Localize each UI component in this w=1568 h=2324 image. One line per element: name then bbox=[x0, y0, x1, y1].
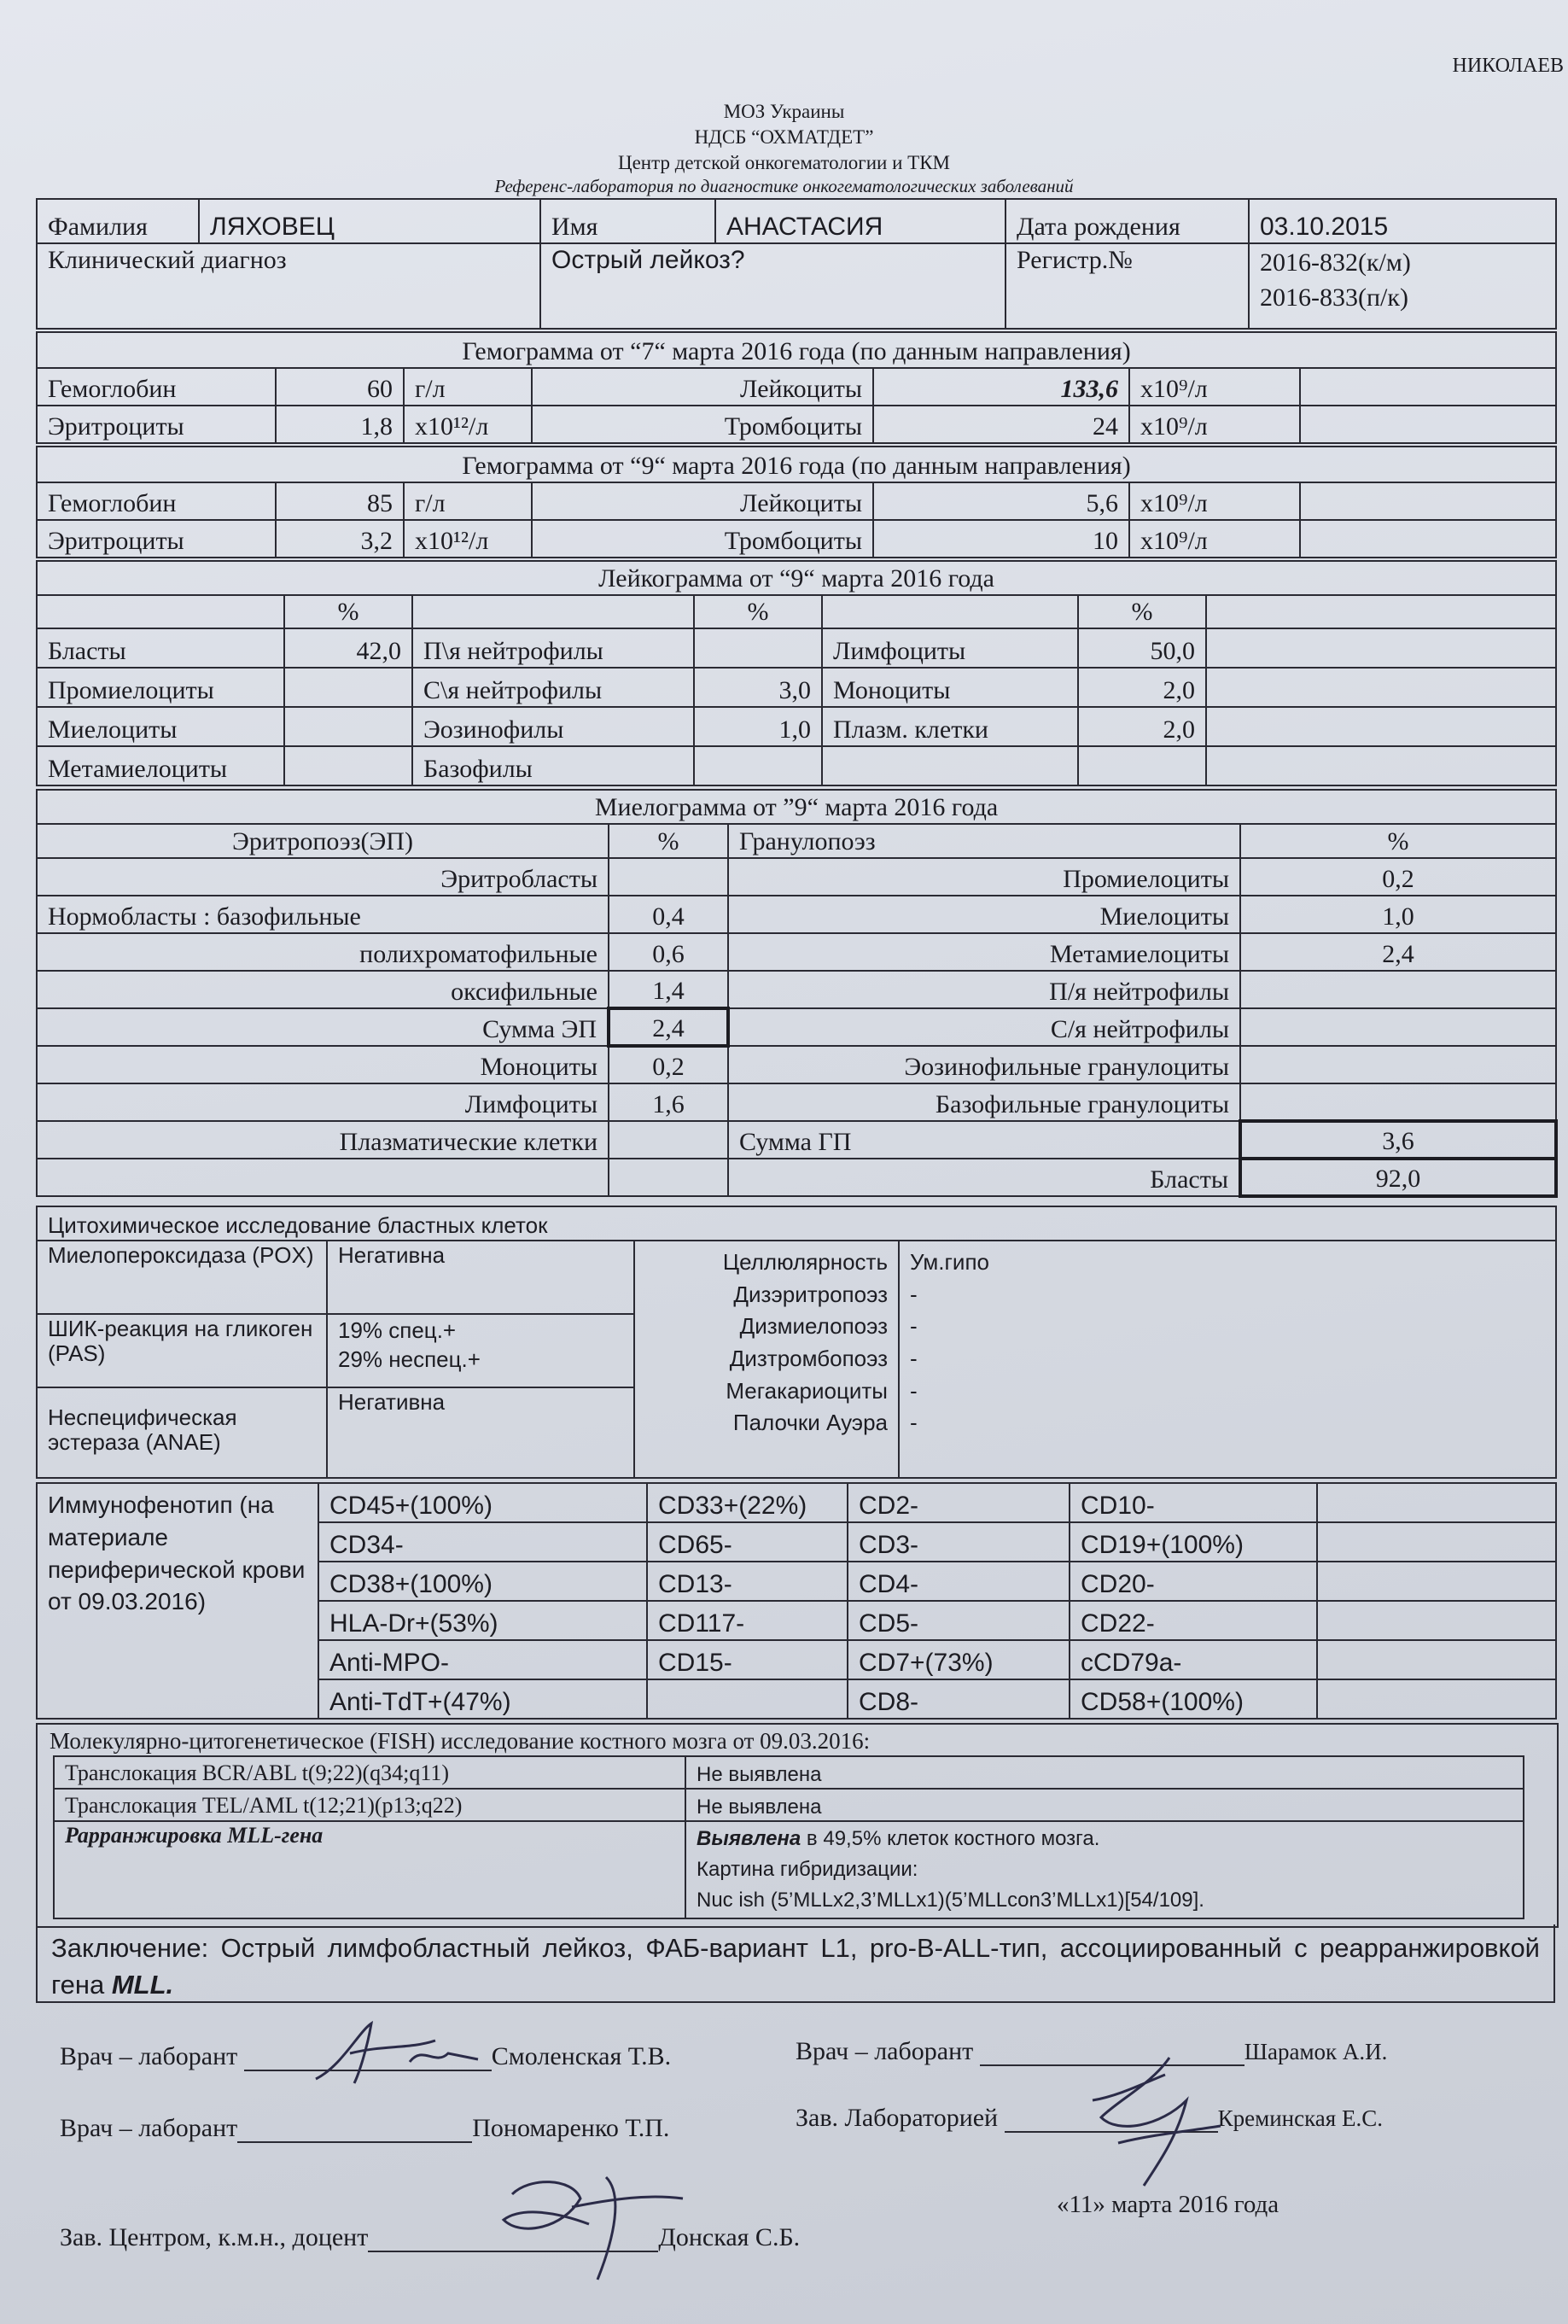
myelo-right-value bbox=[1240, 1046, 1556, 1083]
myelo-right-label: Промиелоциты bbox=[728, 858, 1240, 896]
leuko-cell-value: 42,0 bbox=[284, 628, 412, 668]
sig3-role: Врач – лаборант bbox=[60, 2114, 238, 2142]
cyto-title: Цитохимическое исследование бластных клеток bbox=[37, 1206, 1556, 1241]
register-value-2: 2016-833(п/к) bbox=[1260, 283, 1408, 312]
conclusion-text: Заключение: Острый лимфобластный лейкоз, ФАБ-вариант L1, pro-B-ALL-тип, ассоциированный с реарранжировкой гена bbox=[51, 1933, 1540, 2000]
hemogram-2-title: Гемограмма от “9“ марта 2016 года (по данным направления) bbox=[37, 447, 1556, 482]
sig2-role: Врач – лаборант bbox=[796, 2037, 974, 2065]
pas-label: ШИК-реакция на гликоген (PAS) bbox=[37, 1314, 327, 1387]
sig1-role: Врач – лаборант bbox=[60, 2042, 238, 2070]
plt-label: Тромбоциты bbox=[532, 406, 873, 443]
register-label: Регистр.№ bbox=[1006, 243, 1249, 329]
conclusion bbox=[36, 1924, 1555, 2003]
name-value: АНАСТАСИЯ bbox=[715, 199, 1006, 243]
pct-header-3: % bbox=[1078, 595, 1206, 628]
myelo-right-label: Бласты bbox=[728, 1159, 1240, 1196]
myelo-left-label: Плазматические клетки bbox=[37, 1121, 609, 1159]
surname-label: Фамилия bbox=[37, 199, 199, 243]
leuko-cell-label bbox=[822, 746, 1078, 785]
immuno-cell: CD22- bbox=[1070, 1601, 1317, 1640]
leuko-cell-value bbox=[694, 628, 822, 668]
mpo-label: Миелопероксидаза (POX) bbox=[37, 1241, 327, 1314]
hgb2-label: Гемоглобин bbox=[37, 482, 276, 520]
handwritten-signature-1 bbox=[307, 2015, 512, 2092]
myelo-right-value: 0,2 bbox=[1240, 858, 1556, 896]
header-line-3: Центр детской онкогематологии и ТКМ bbox=[617, 152, 950, 173]
immuno-cell: CD4- bbox=[848, 1562, 1070, 1601]
leuko-cell-value bbox=[284, 668, 412, 707]
immuno-cell: CD33+(22%) bbox=[647, 1483, 848, 1522]
myelo-left-value bbox=[609, 1121, 728, 1159]
leuko-cell-value: 2,0 bbox=[1078, 668, 1206, 707]
sig3-line bbox=[237, 2117, 472, 2143]
immuno-cell: CD117- bbox=[647, 1601, 848, 1640]
cyto-prop-label: Целлюлярность bbox=[722, 1249, 888, 1275]
myelo-left-value: 1,4 bbox=[609, 971, 728, 1008]
immuno-cell: CD45+(100%) bbox=[318, 1483, 647, 1522]
immuno-cell: CD65- bbox=[647, 1522, 848, 1562]
anae-label: Неспецифическая эстераза (ANAE) bbox=[37, 1387, 327, 1478]
myelo-right-value bbox=[1240, 971, 1556, 1008]
handwritten-signature-3 bbox=[478, 2160, 700, 2288]
sig1-name: Смоленская Т.В. bbox=[491, 2042, 672, 2070]
hgb-label: Гемоглобин bbox=[37, 368, 276, 406]
ery-label: Эритроциты bbox=[37, 406, 276, 443]
immunophenotype bbox=[36, 1482, 1557, 1720]
myelo-right-label: Миелоциты bbox=[728, 896, 1240, 933]
sig5-role: Зав. Центром, к.м.н., доцент bbox=[60, 2223, 369, 2251]
leuko-cell-label: Бласты bbox=[37, 628, 284, 668]
leu2-label: Лейкоциты bbox=[532, 482, 873, 520]
leu-value: 133,6 bbox=[873, 368, 1129, 406]
report-date: «11» марта 2016 года bbox=[1057, 2191, 1279, 2218]
fish-r3-karyotype: Nuc ish (5’MLLx2,3’MLLx1)(5’MLLcon3’MLLx1)[54/109]. bbox=[697, 1889, 1204, 1912]
immuno-cell: CD15- bbox=[647, 1640, 848, 1679]
myelogram-title: Миелограмма от ”9“ марта 2016 года bbox=[37, 790, 1556, 824]
leuko-cell-label: Лимфоциты bbox=[822, 628, 1078, 668]
myelo-left-label: Эритробласты bbox=[37, 858, 609, 896]
leuko-cell-label: С\я нейтрофилы bbox=[412, 668, 694, 707]
blasts-value: 92,0 bbox=[1240, 1159, 1556, 1196]
gp-sum-value: 3,6 bbox=[1240, 1121, 1556, 1159]
sig2-name: Шарамок А.И. bbox=[1244, 2039, 1388, 2064]
leuko-cell-label: Промиелоциты bbox=[37, 668, 284, 707]
leuko-cell-value bbox=[284, 707, 412, 746]
fish-r1-label: Транслокация BCR/ABL t(9;22)(q34;q11) bbox=[54, 1756, 685, 1789]
corner-city: НИКОЛАЕВ bbox=[1452, 55, 1564, 77]
cytochemistry bbox=[36, 1206, 1557, 1479]
leuko-cell-label: Эозинофилы bbox=[412, 707, 694, 746]
cyto-prop-value: - bbox=[910, 1281, 918, 1307]
myelo-left-label: Моноциты bbox=[37, 1046, 609, 1083]
surname-value: ЛЯХОВЕЦ bbox=[199, 199, 540, 243]
immuno-cell: CD38+(100%) bbox=[318, 1562, 647, 1601]
immuno-cell: Anti-TdT+(47%) bbox=[318, 1679, 647, 1719]
sig5-name: Донская С.Б. bbox=[658, 2223, 801, 2251]
hgb-value: 60 bbox=[276, 368, 404, 406]
pas-value-2: 29% неспец.+ bbox=[338, 1346, 481, 1372]
header-line-4: Референс-лаборатория по диагностике онкогематологических заболеваний bbox=[494, 176, 1074, 196]
myelo-right-label: Эозинофильные гранулоциты bbox=[728, 1046, 1240, 1083]
hemogram-1 bbox=[36, 331, 1557, 444]
immuno-cell: CD58+(100%) bbox=[1070, 1679, 1317, 1719]
immuno-cell: CD19+(100%) bbox=[1070, 1522, 1317, 1562]
fish-r3-caption: Картина гибридизации: bbox=[697, 1858, 918, 1881]
gp-header: Гранулопоэз bbox=[728, 824, 1240, 858]
cyto-prop-label: Дизэритропоэз bbox=[733, 1281, 888, 1307]
leuko-cell-value: 3,0 bbox=[694, 668, 822, 707]
leukogram bbox=[36, 560, 1557, 786]
fish-table bbox=[53, 1755, 1524, 1919]
leu-unit: x10⁹/л bbox=[1129, 368, 1300, 406]
leuko-cell-label: П\я нейтрофилы bbox=[412, 628, 694, 668]
myelo-right-label: Метамиелоциты bbox=[728, 933, 1240, 971]
myelo-left-label: Нормобласты : базофильные bbox=[37, 896, 609, 933]
cyto-prop-value: - bbox=[910, 1377, 918, 1404]
leuko-cell-value bbox=[694, 746, 822, 785]
leuko-cell-value: 50,0 bbox=[1078, 628, 1206, 668]
cyto-prop-value: Ум.гипо bbox=[910, 1249, 989, 1275]
diagnosis-label: Клинический диагноз bbox=[37, 243, 540, 329]
hemogram-2 bbox=[36, 446, 1557, 558]
myelo-left-label: Сумма ЭП bbox=[37, 1008, 609, 1046]
fish-r3-detected: Выявлена bbox=[697, 1827, 801, 1850]
anae-value: Негативна bbox=[327, 1387, 634, 1478]
sig3-name: Пономаренко Т.П. bbox=[472, 2114, 670, 2142]
myelo-left-value: 1,6 bbox=[609, 1083, 728, 1121]
immuno-cell: CD7+(73%) bbox=[848, 1640, 1070, 1679]
ery-unit: x10¹²/л bbox=[404, 406, 532, 443]
myelo-left-value bbox=[609, 858, 728, 896]
myelo-right-label: Базофильные гранулоциты bbox=[728, 1083, 1240, 1121]
cyto-prop-value: - bbox=[910, 1313, 918, 1340]
fish-r3-percent: в 49,5% клеток костного мозга. bbox=[801, 1827, 1100, 1850]
register-value-1: 2016-832(к/м) bbox=[1260, 248, 1411, 277]
cyto-prop-label: Палочки Ауэра bbox=[732, 1410, 888, 1436]
immuno-cell: CD2- bbox=[848, 1483, 1070, 1522]
immuno-cell: CD13- bbox=[647, 1562, 848, 1601]
fish-r1-value: Не выявлена bbox=[685, 1756, 1524, 1789]
immuno-cell: CD34- bbox=[318, 1522, 647, 1562]
myelo-left-value: 0,2 bbox=[609, 1046, 728, 1083]
immuno-label: Иммунофенотип (на материале периферической крови от 09.03.2016) bbox=[37, 1483, 318, 1719]
leuko-cell-value bbox=[1078, 746, 1206, 785]
myelo-right-label: Сумма ГП bbox=[728, 1121, 1240, 1159]
myelo-right-value bbox=[1240, 1008, 1556, 1046]
fish-r3-label: Рарранжировка MLL-гена bbox=[54, 1821, 685, 1918]
myelo-left-label: полихроматофильные bbox=[37, 933, 609, 971]
cyto-prop-label: Дизтромбопоэз bbox=[729, 1346, 888, 1372]
pct-header-2: % bbox=[694, 595, 822, 628]
diagnosis-value: Острый лейкоз? bbox=[540, 243, 1006, 329]
pct-header-1: % bbox=[284, 595, 412, 628]
myelogram bbox=[36, 789, 1558, 1198]
myelo-right-label: С/я нейтрофилы bbox=[728, 1008, 1240, 1046]
ep-header: Эритропоэз(ЭП) bbox=[37, 824, 609, 858]
patient-table bbox=[36, 198, 1557, 330]
name-label: Имя bbox=[540, 199, 715, 243]
immuno-cell: Anti-MPO- bbox=[318, 1640, 647, 1679]
fish-r2-label: Транслокация TEL/AML t(12;21)(p13;q22) bbox=[54, 1789, 685, 1821]
leu-label: Лейкоциты bbox=[532, 368, 873, 406]
hgb-unit: г/л bbox=[404, 368, 532, 406]
plt2-value: 10 bbox=[873, 520, 1129, 558]
mpo-value: Негативна bbox=[327, 1241, 634, 1314]
plt-unit: x10⁹/л bbox=[1129, 406, 1300, 443]
leuko-cell-value: 2,0 bbox=[1078, 707, 1206, 746]
leuko-cell-label: Миелоциты bbox=[37, 707, 284, 746]
cyto-prop-label: Мегакариоциты bbox=[726, 1377, 888, 1404]
immuno-cell: CD20- bbox=[1070, 1562, 1317, 1601]
dob-value: 03.10.2015 bbox=[1249, 199, 1556, 243]
header-line-1: МОЗ Украины bbox=[723, 101, 845, 122]
myelo-left-value bbox=[609, 1159, 728, 1196]
fish-section bbox=[36, 1723, 1559, 1928]
myelo-right-label: П/я нейтрофилы bbox=[728, 971, 1240, 1008]
leuko-cell-label: Плазм. клетки bbox=[822, 707, 1078, 746]
pas-value-1: 19% спец.+ bbox=[338, 1317, 457, 1343]
header-line-2: НДСБ “ОХМАТДЕТ” bbox=[694, 126, 874, 148]
cyto-prop-value: - bbox=[910, 1410, 918, 1436]
sig4-role: Зав. Лабораторией bbox=[796, 2104, 999, 2132]
hgb2-value: 85 bbox=[276, 482, 404, 520]
myelo-left-label: Лимфоциты bbox=[37, 1083, 609, 1121]
hemogram-1-title: Гемограмма от “7“ марта 2016 года (по данным направления) bbox=[37, 332, 1556, 368]
myelo-right-value bbox=[1240, 1083, 1556, 1121]
myelo-right-value: 1,0 bbox=[1240, 896, 1556, 933]
conclusion-gene: MLL. bbox=[111, 1970, 174, 2000]
immuno-cell: HLA-Dr+(53%) bbox=[318, 1601, 647, 1640]
cyto-prop-value: - bbox=[910, 1346, 918, 1372]
leukogram-title: Лейкограмма от “9“ марта 2016 года bbox=[37, 561, 1556, 595]
immuno-cell: CD10- bbox=[1070, 1483, 1317, 1522]
hgb2-unit: г/л bbox=[404, 482, 532, 520]
immuno-cell: CD5- bbox=[848, 1601, 1070, 1640]
leuko-cell-label: Базофилы bbox=[412, 746, 694, 785]
leu2-value: 5,6 bbox=[873, 482, 1129, 520]
ery-value: 1,8 bbox=[276, 406, 404, 443]
plt-value: 24 bbox=[873, 406, 1129, 443]
ery2-unit: x10¹²/л bbox=[404, 520, 532, 558]
immuno-cell: CD3- bbox=[848, 1522, 1070, 1562]
immuno-cell: CD8- bbox=[848, 1679, 1070, 1719]
dob-label: Дата рождения bbox=[1006, 199, 1249, 243]
fish-title: Молекулярно-цитогенетическое (FISH) исследование костного мозга от 09.03.2016: bbox=[50, 1728, 871, 1754]
myelo-right-value: 2,4 bbox=[1240, 933, 1556, 971]
myelo-left-label: оксифильные bbox=[37, 971, 609, 1008]
ep-pct-header: % bbox=[609, 824, 728, 858]
ep-sum-value: 2,4 bbox=[609, 1008, 728, 1046]
ery2-label: Эритроциты bbox=[37, 520, 276, 558]
leuko-cell-label: Моноциты bbox=[822, 668, 1078, 707]
immuno-cell bbox=[647, 1679, 848, 1719]
leuko-cell-value: 1,0 bbox=[694, 707, 822, 746]
sig4-name: Креминская Е.С. bbox=[1217, 2105, 1383, 2131]
cyto-prop-label: Дизмиелопоэз bbox=[739, 1313, 888, 1340]
myelo-left-value: 0,6 bbox=[609, 933, 728, 971]
ery2-value: 3,2 bbox=[276, 520, 404, 558]
leuko-cell-label: Метамиелоциты bbox=[37, 746, 284, 785]
leuko-cell-value bbox=[284, 746, 412, 785]
leu2-unit: x10⁹/л bbox=[1129, 482, 1300, 520]
fish-r2-value: Не выявлена bbox=[685, 1789, 1524, 1821]
plt2-label: Тромбоциты bbox=[532, 520, 873, 558]
gp-pct-header: % bbox=[1240, 824, 1556, 858]
handwritten-signature-2 bbox=[1067, 2049, 1238, 2194]
myelo-left-value: 0,4 bbox=[609, 896, 728, 933]
signature-row-2-left bbox=[60, 2114, 669, 2143]
myelo-left-label bbox=[37, 1159, 609, 1196]
immuno-cell: cCD79a- bbox=[1070, 1640, 1317, 1679]
plt2-unit: x10⁹/л bbox=[1129, 520, 1300, 558]
